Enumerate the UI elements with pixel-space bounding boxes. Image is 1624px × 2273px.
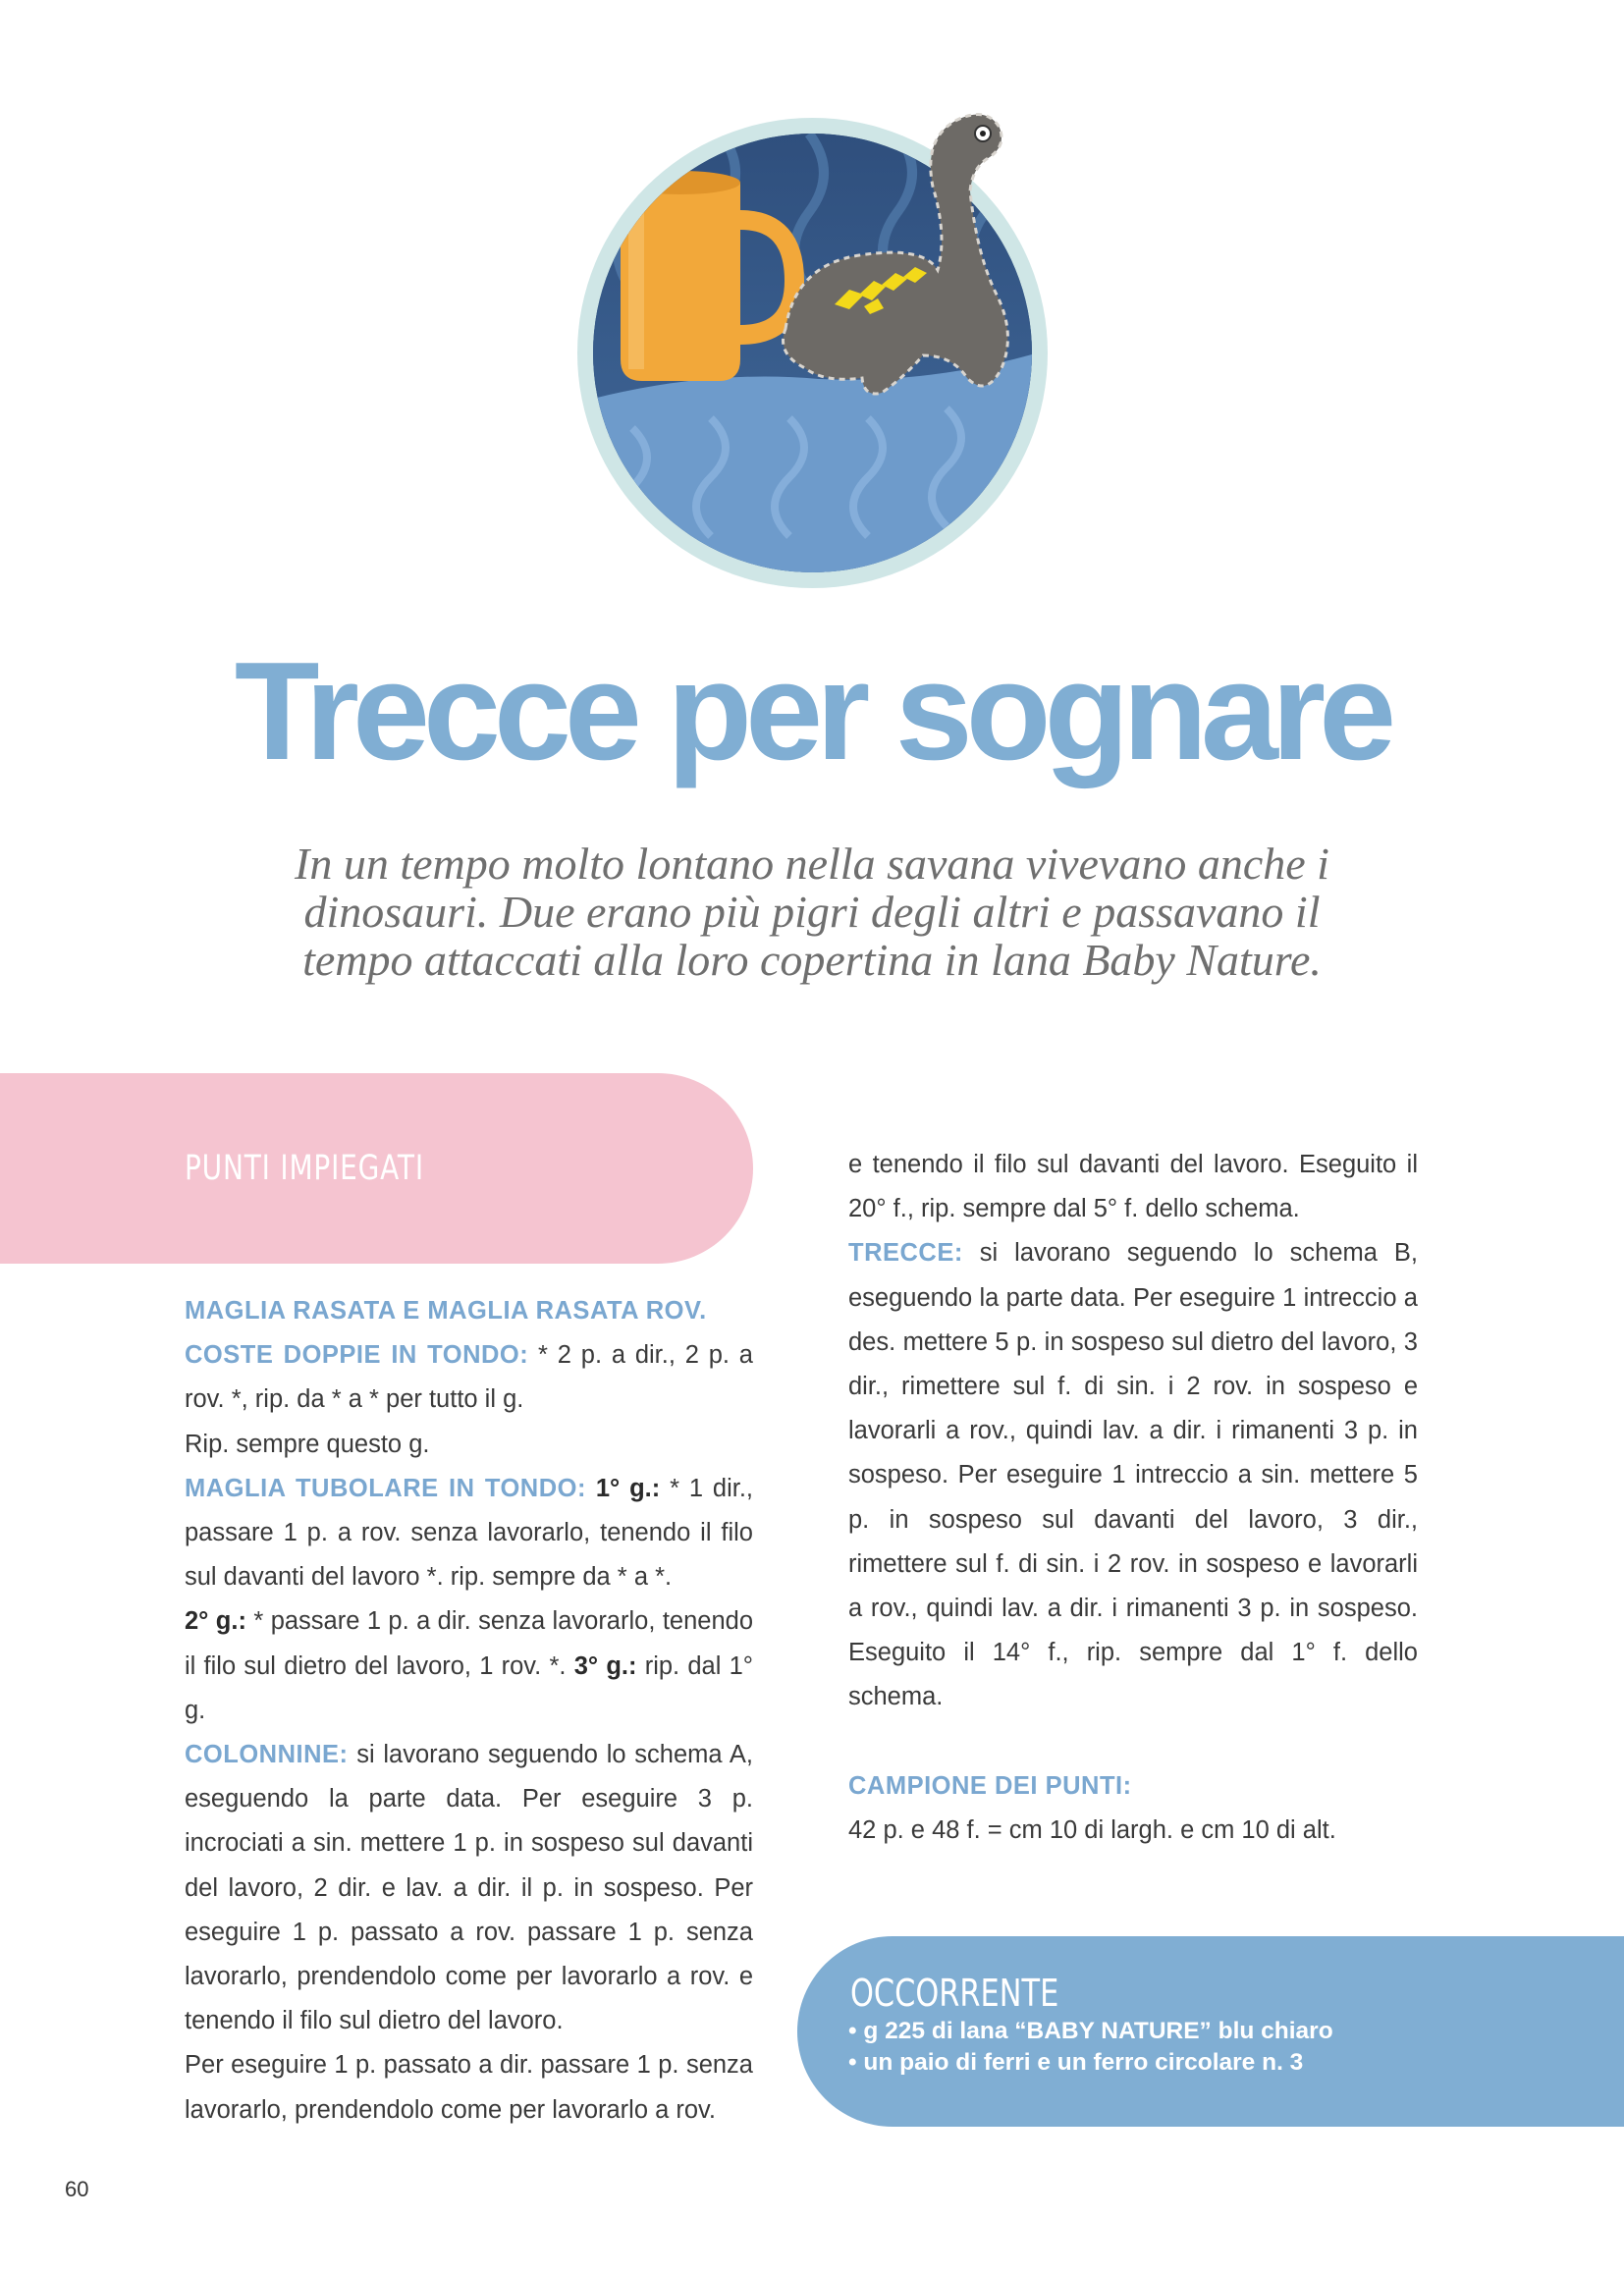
right-column bbox=[848, 1143, 1418, 1853]
colonnine-para bbox=[185, 1733, 753, 2043]
tubolare-para bbox=[185, 1467, 753, 1600]
campione-text: 42 p. e 48 f. = cm 10 di largh. e cm 10 di alt. bbox=[848, 1815, 1336, 1844]
coste-para bbox=[185, 1333, 753, 1422]
trecce-label: TRECCE: bbox=[848, 1239, 963, 1268]
rip-para: Rip. sempre questo g. bbox=[185, 1430, 430, 1458]
punti-heading: PUNTI IMPIEGATI bbox=[185, 1149, 424, 1188]
colonnine-text: si lavorano seguendo lo schema A, eseguendo la parte data. Per eseguire 3 p. incrociati a sin. mettere 1 p. in sospeso sul davanti del lavoro, 2 dir. e lav. a dir. il p. in sospeso. Per eseguire 1 p. passato a rov. passare 1 p. senza lavorarlo, prendendolo come per lavorarlo a rov. e tenendo il filo sul dietro del lavoro. bbox=[185, 1741, 753, 2035]
trecce-text: si lavorano seguendo lo schema B, eseguendo la parte data. Per eseguire 1 intreccio a des. mettere 5 p. in sospeso sul dietro del lavoro, 3 dir., rimettere sul f. di sin. i 2 rov. in sospeso e lavorarli a rov., quindi lav. a dir. i rimanenti 3 p. in sospeso. Per eseguire 1 intreccio a sin. mettere 5 p. in sospeso sul davanti del lavoro, 3 dir., rimettere sul f. di sin. i 2 rov. in sospeso e lavorarli a rov., quindi lav. a dir. i rimanenti 3 p. in sospeso. Eseguito il 14° f., rip. sempre dal 1° f. dello schema. bbox=[848, 1239, 1418, 1711]
colonnine-label: COLONNINE: bbox=[185, 1741, 349, 1769]
continue-para: e tenendo il filo sul davanti del lavoro. Eseguito il 20° f., rip. sempre dal 5° f. dello schema. bbox=[848, 1151, 1418, 1223]
campione-label: CAMPIONE DEI PUNTI: bbox=[848, 1771, 1132, 1800]
spacer bbox=[848, 1720, 1418, 1764]
passato-dir-para: Per eseguire 1 p. passato a dir. passare 1 p. senza lavorarlo, prendendolo come per lavorarlo a rov. bbox=[185, 2051, 753, 2124]
dinosaur-toy bbox=[766, 98, 1051, 432]
tubolare-g2-para bbox=[185, 1599, 753, 1733]
occorrente-list bbox=[848, 2016, 1333, 2079]
intro-text: In un tempo molto lontano nella savana vivevano anche i dinosauri. Due erano più pigri degli altri e passavano il tempo attaccati alla loro copertina in lana Baby Nature. bbox=[295, 839, 1329, 985]
tubolare-g1-text: * 1 dir., passare 1 p. a rov. senza lavorarlo, tenendo il filo sul davanti del lavoro *. rip. sempre da * a *. bbox=[185, 1474, 753, 1592]
trecce-para bbox=[848, 1231, 1418, 1719]
coste-text: * 2 p. a dir., 2 p. a rov. *, rip. da * a * per tutto il g. bbox=[185, 1341, 753, 1414]
tubolare-g2-text: * passare 1 p. a dir. senza lavorarlo, tenendo il filo sul dietro del lavoro, 1 rov. *. bbox=[185, 1607, 754, 1680]
occorrente-heading: OCCORRENTE bbox=[850, 1972, 1059, 2015]
page-number: 60 bbox=[65, 2177, 89, 2201]
occorrente-item: • g 225 di lana “BABY NATURE” blu chiaro bbox=[848, 2016, 1333, 2047]
tubolare-g3-label: 3° g.: bbox=[573, 1651, 637, 1680]
tubolare-g2-label: 2° g.: bbox=[185, 1607, 246, 1636]
maglia-rasata-label: MAGLIA RASATA E MAGLIA RASATA ROV. bbox=[185, 1297, 707, 1325]
left-column bbox=[185, 1289, 753, 2133]
tubolare-label: MAGLIA TUBOLARE IN TONDO: bbox=[185, 1474, 586, 1502]
dinosaur-icon bbox=[766, 98, 1051, 432]
coste-label: COSTE DOPPIE IN TONDO: bbox=[185, 1341, 529, 1370]
campione-label-para bbox=[848, 1764, 1418, 1809]
occorrente-item: • un paio di ferri e un ferro circolare n. 3 bbox=[848, 2047, 1333, 2079]
maglia-rasata-para bbox=[185, 1289, 753, 1333]
page-title: Trecce per sognare bbox=[234, 633, 1390, 789]
tubolare-g3-text: rip. dal 1° g. bbox=[185, 1651, 753, 1724]
tubolare-g1-label: 1° g.: bbox=[585, 1474, 661, 1502]
